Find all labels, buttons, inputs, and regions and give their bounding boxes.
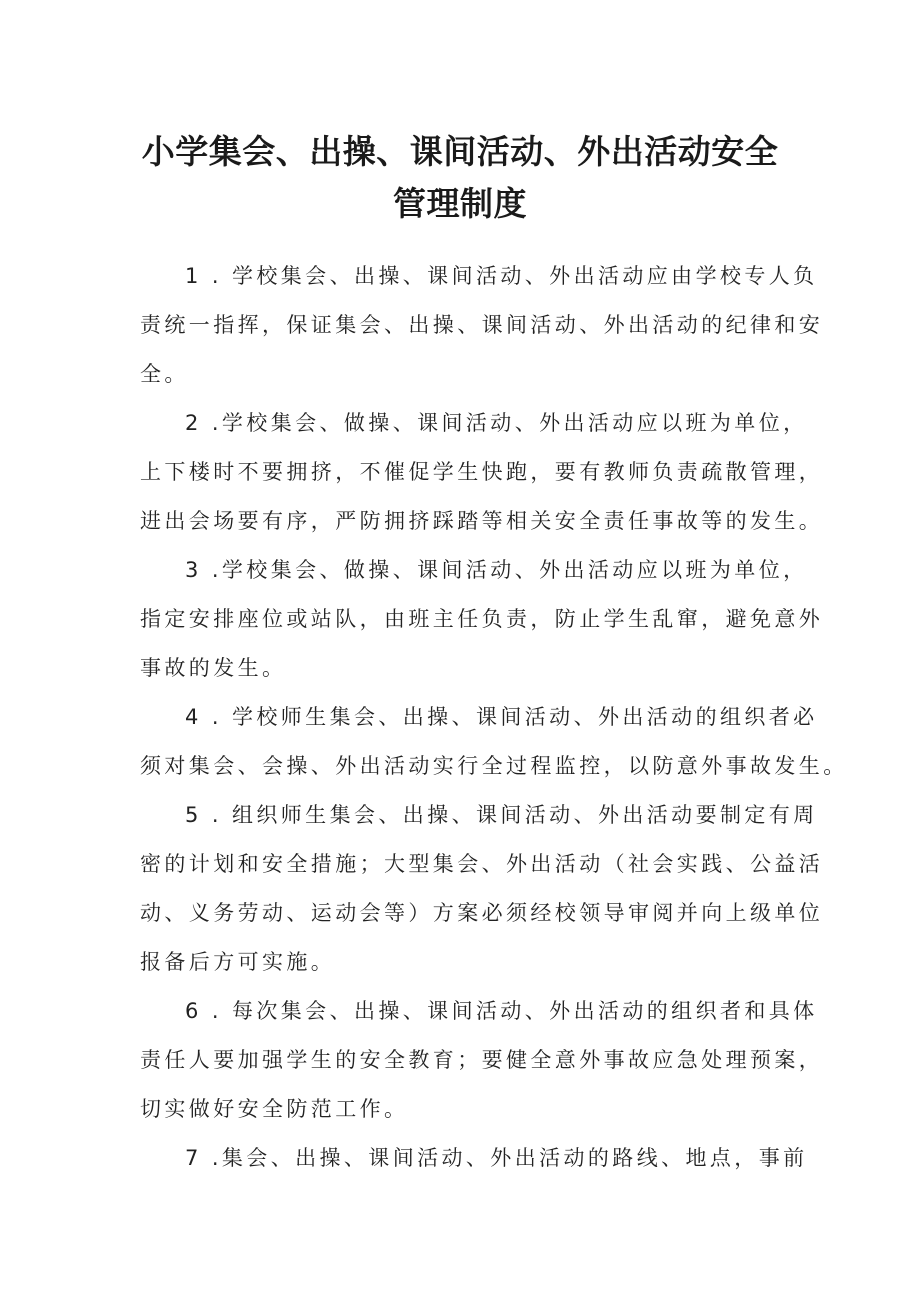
body-line: 责任人要加强学生的安全教育；要健全意外事故应急处理预案，: [140, 1048, 824, 1072]
body-line: 2 .学校集会、做操、课间活动、外出活动应以班为单位，: [185, 411, 808, 435]
body-line: 3 .学校集会、做操、课间活动、外出活动应以班为单位，: [185, 558, 808, 582]
body-line: 切实做好安全防范工作。: [140, 1097, 409, 1121]
body-line: 1 . 学校集会、出操、课间活动、外出活动应由学校专人负: [185, 264, 818, 288]
body-line: 进出会场要有序，严防拥挤踩踏等相关安全责任事故等的发生。: [140, 509, 824, 533]
body-line: 须对集会、会操、外出活动实行全过程监控，以防意外事故发生。: [140, 754, 848, 778]
body-line: 7 .集会、出操、课间活动、外出活动的路线、地点，事前: [185, 1146, 808, 1170]
body-line: 5 . 组织师生集会、出操、课间活动、外出活动要制定有周: [185, 803, 818, 827]
body-line: 4 . 学校师生集会、出操、课间活动、外出活动的组织者必: [185, 705, 818, 729]
body-line: 事故的发生。: [140, 656, 287, 680]
body-line: 动、义务劳动、运动会等）方案必须经校领导审阅并向上级单位: [140, 901, 824, 925]
document-title: 小学集会、出操、课间活动、外出活动安全管理制度: [141, 132, 779, 223]
body-line: 指定安排座位或站队，由班主任负责，防止学生乱窜，避免意外: [140, 607, 824, 631]
body-line: 责统一指挥，保证集会、出操、课间活动、外出活动的纪律和安: [140, 313, 824, 337]
body-line: 密的计划和安全措施；大型集会、外出活动（社会实践、公益活: [140, 852, 824, 876]
body-line: 6 . 每次集会、出操、课间活动、外出活动的组织者和具体: [185, 999, 818, 1023]
body-line: 全。: [140, 362, 189, 386]
body-line: 报备后方可实施。: [140, 950, 336, 974]
body-line: 上下楼时不要拥挤，不催促学生快跑，要有教师负责疏散管理，: [140, 460, 824, 484]
